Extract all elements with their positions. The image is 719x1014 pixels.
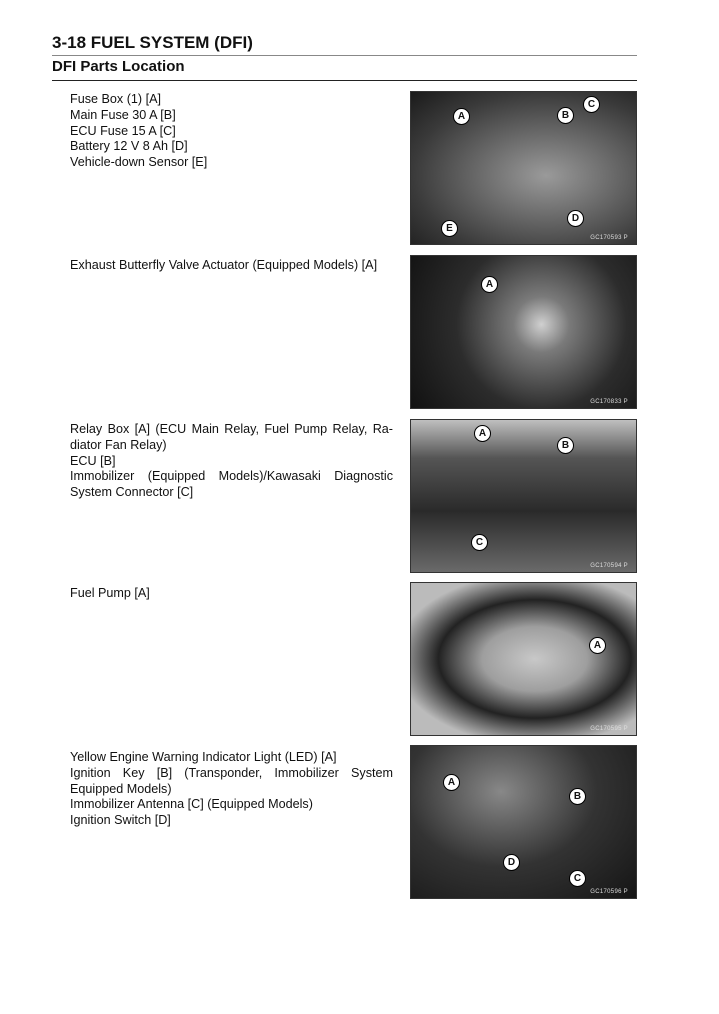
callout: D xyxy=(567,210,584,227)
photo-relay-box xyxy=(410,419,637,573)
part-line: Fuse Box (1) [A] xyxy=(70,92,161,106)
photo-code: GC170833 P xyxy=(590,399,628,405)
parts-list-4 xyxy=(70,586,393,602)
photo-code: GC170595 P xyxy=(590,726,628,732)
callout: A xyxy=(481,276,498,293)
part-line: Immobilizer Antenna [C] (Equipped Models) xyxy=(70,797,313,812)
part-line: Ignition Switch [D] xyxy=(70,813,171,828)
callout: B xyxy=(557,107,574,124)
callout: A xyxy=(443,774,460,791)
part-line: Exhaust Butterfly Valve Actuator (Equipped Models) [A] xyxy=(70,258,378,272)
callout: D xyxy=(503,854,520,871)
part-line: Ignition Key [B] (Transponder, Immobilizer System Equipped Models) xyxy=(70,765,393,796)
callout: B xyxy=(557,437,574,454)
divider xyxy=(52,55,637,56)
callout: B xyxy=(569,788,586,805)
photo-fuse-box xyxy=(410,91,637,245)
callout: C xyxy=(583,96,600,113)
part-line: Main Fuse 30 A [B] xyxy=(70,107,176,122)
photo-exhaust-actuator xyxy=(410,255,637,409)
part-line: ECU Fuse 15 A [C] xyxy=(70,123,176,138)
callout: A xyxy=(474,425,491,442)
callout: C xyxy=(569,870,586,887)
part-line: Vehicle-down Sensor [E] xyxy=(70,155,208,170)
parts-list-2 xyxy=(70,258,393,274)
photo-code: GC170594 P xyxy=(590,563,628,569)
part-line: Relay Box [A] (ECU Main Relay, Fuel Pump Relay, Ra-diator Fan Relay) xyxy=(70,422,393,452)
photo-fuel-pump xyxy=(410,582,637,736)
parts-list-5 xyxy=(70,750,393,829)
part-line: Battery 12 V 8 Ah [D] xyxy=(70,139,188,154)
section-title: DFI Parts Location xyxy=(52,58,185,75)
part-line: Fuel Pump [A] xyxy=(70,586,150,600)
parts-list-1 xyxy=(70,92,393,171)
callout: E xyxy=(441,220,458,237)
callout: C xyxy=(471,534,488,551)
parts-list-3 xyxy=(70,422,393,501)
part-line: Immobilizer (Equipped Models)/Kawasaki Diagnostic System Connector [C] xyxy=(70,469,393,500)
divider xyxy=(52,80,637,81)
photo-code: GC170596 P xyxy=(590,889,628,895)
callout: A xyxy=(453,108,470,125)
part-line: ECU [B] xyxy=(70,453,116,468)
photo-code: GC170593 P xyxy=(590,235,628,241)
callout: A xyxy=(589,637,606,654)
photo-ignition xyxy=(410,745,637,899)
chapter-title: 3-18 FUEL SYSTEM (DFI) xyxy=(52,33,253,52)
part-line: Yellow Engine Warning Indicator Light (LED) [A] xyxy=(70,750,337,764)
